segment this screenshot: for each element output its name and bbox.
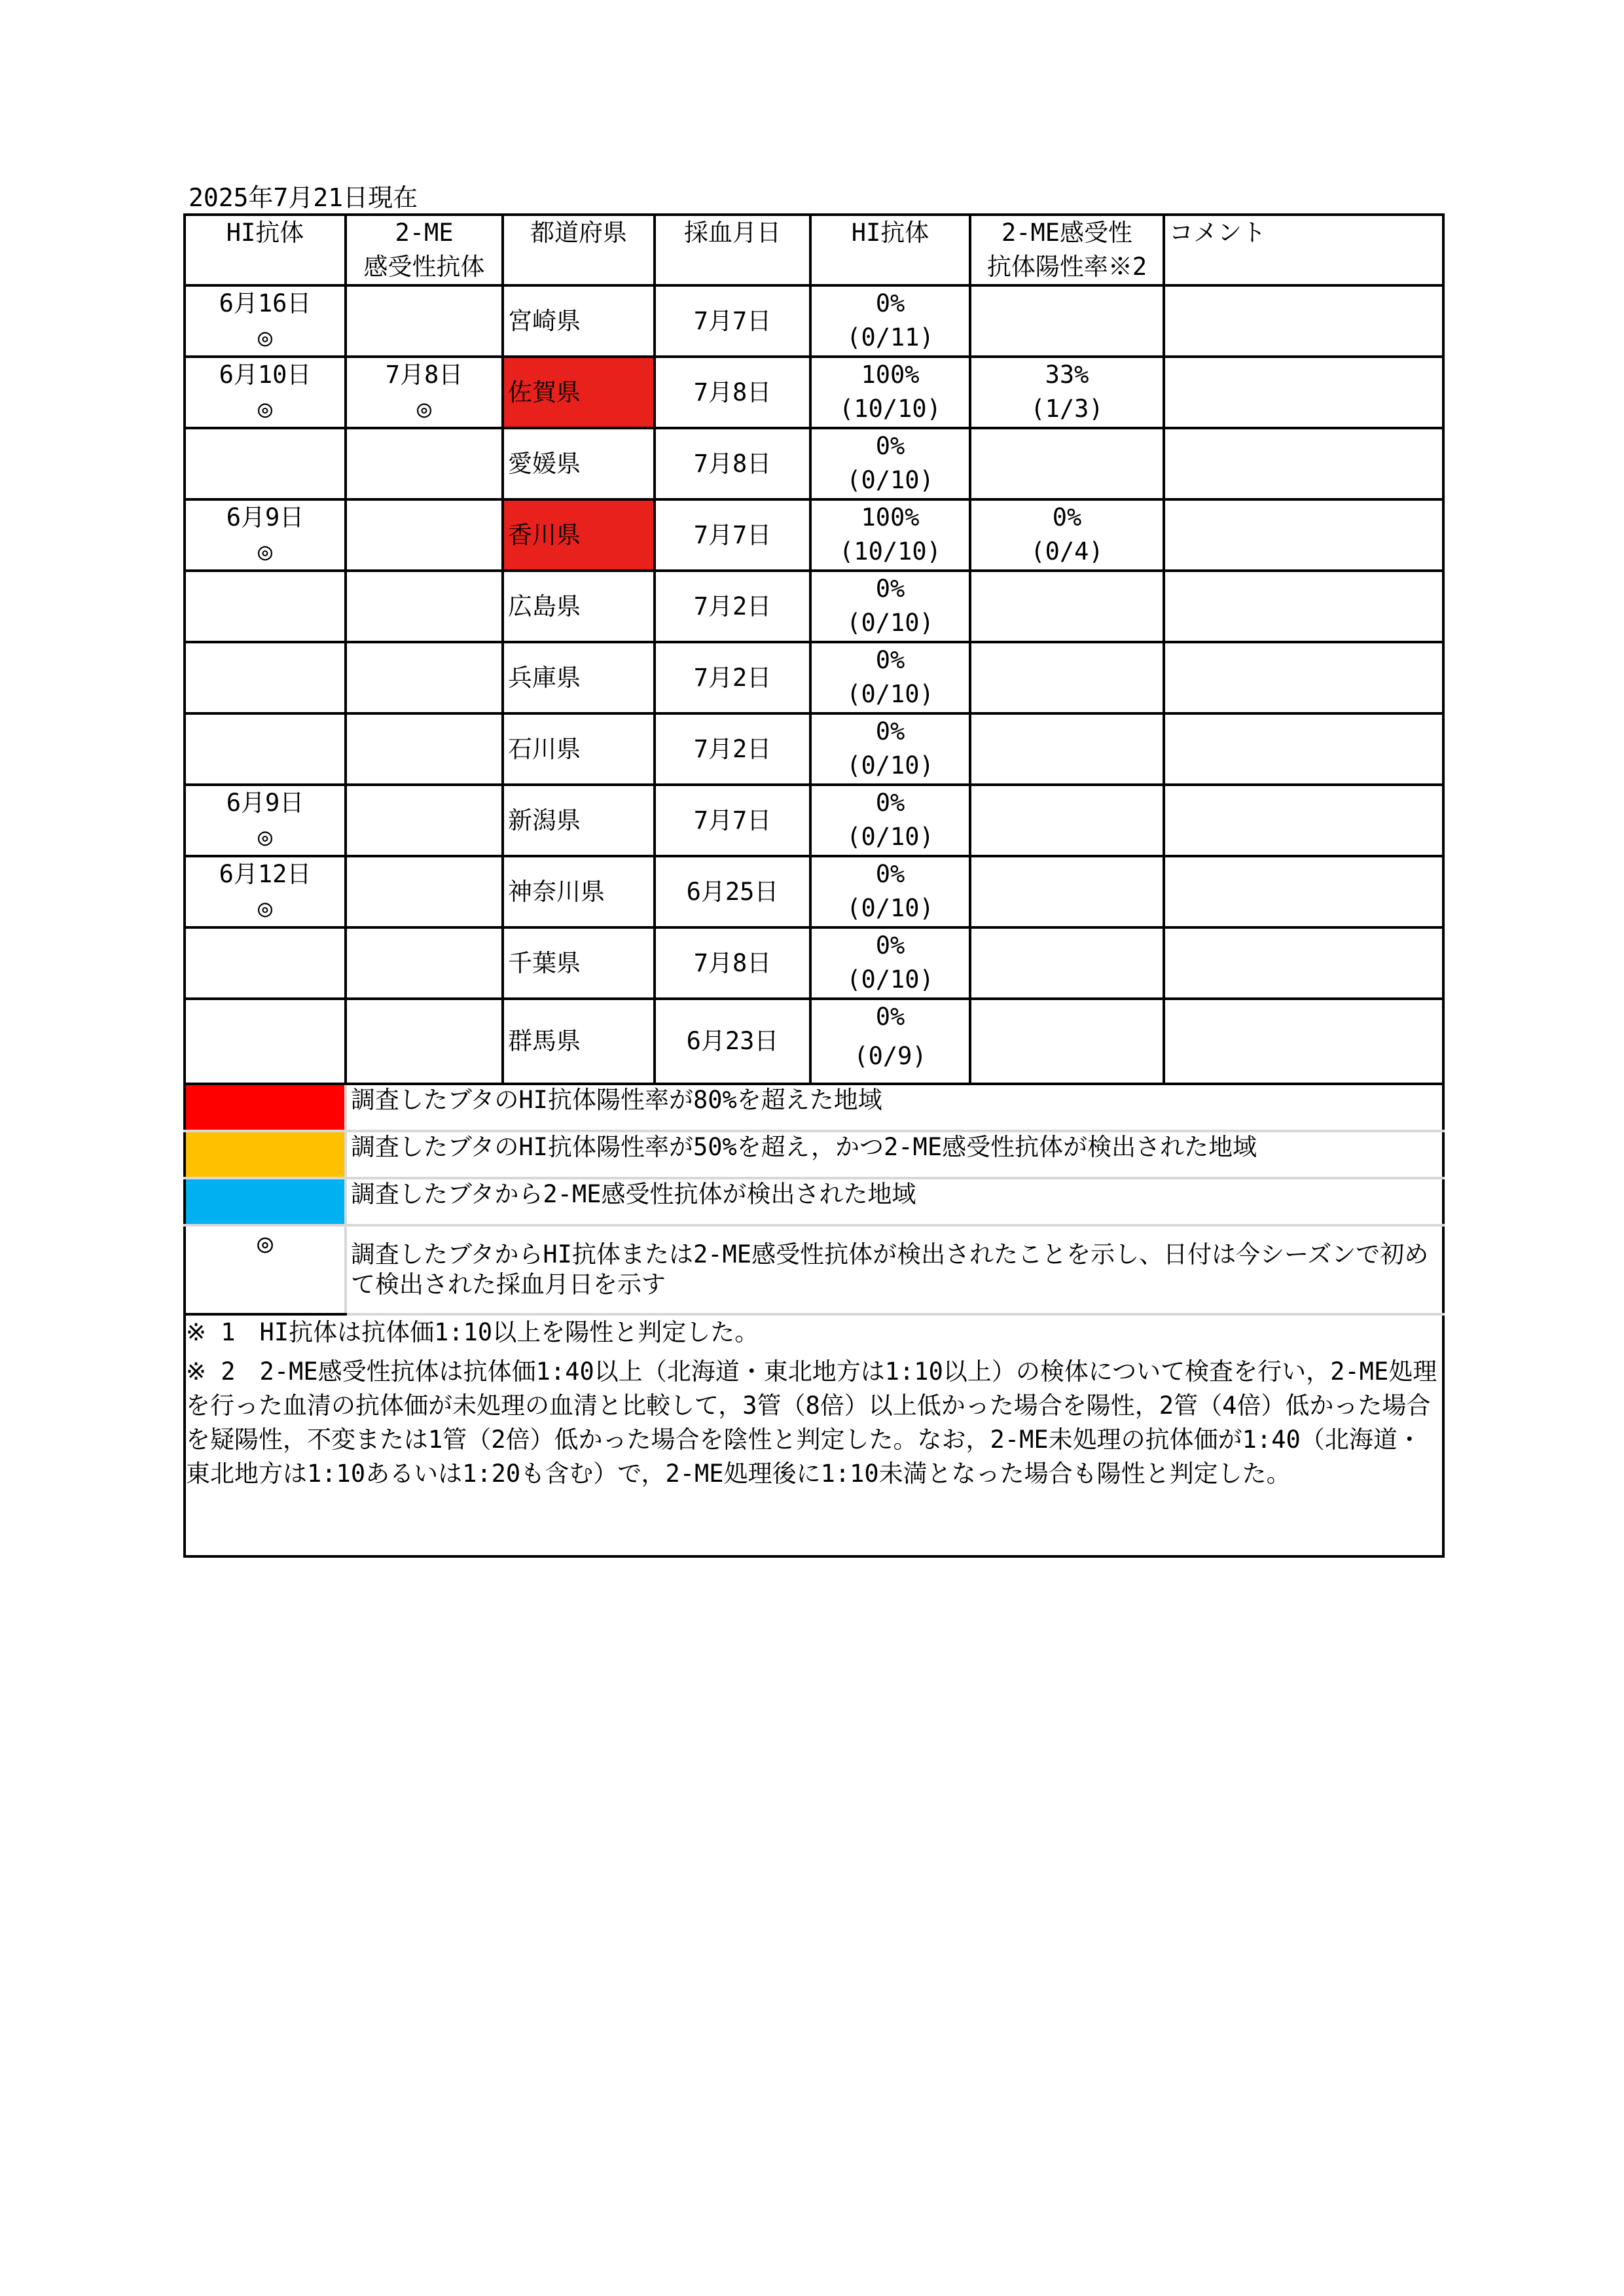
- hi-date-cell: [185, 713, 346, 785]
- me-rate-cell: [970, 571, 1164, 642]
- table-row: [185, 571, 1443, 642]
- legend-text-orange: 調査したブタのHI抗体陽性率が50%を超え，かつ2-ME感受性抗体が検出された地域: [346, 1131, 1443, 1178]
- table-row: [185, 856, 1443, 927]
- me-rate-cell: [970, 927, 1164, 999]
- sample-date-cell: 7月7日: [655, 785, 810, 856]
- header-row: [185, 215, 1443, 285]
- as-of-date: 2025年7月21日現在: [189, 183, 418, 212]
- note-1: ※ 1 HI抗体は抗体価1:10以上を陽性と判定した。: [186, 1318, 759, 1346]
- table-row: [185, 642, 1443, 713]
- hi-rate-cell: 0% (0/11): [810, 285, 970, 357]
- hi-rate-cell: 0% (0/10): [810, 713, 970, 785]
- note-2: ※ 2 2-ME感受性抗体は抗体価1:40以上（北海道・東北地方は1:10以上）の検体について検査を行い，2-ME処理を行った血清の抗体価が未処理の血清と比較して，3管（8倍）以上低かった場合を陽性，2管（4倍）低かった場合を疑陽性，不変または1管（2倍）低かった場合を陰性と判定した。なお，2-ME未処理の抗体価が1:40（北海道・東北地方は1:10あるいは1:20も含む）で，2-ME処理後に1:10未満となった場合も陽性と判定した。: [186, 1357, 1437, 1488]
- header-prefecture: 都道府県: [503, 215, 655, 285]
- prefecture-cell: 新潟県: [503, 785, 655, 856]
- header-hi-date: HI抗体: [185, 215, 346, 285]
- legend-text-blue: 調査したブタから2-ME感受性抗体が検出された地域: [346, 1178, 1443, 1225]
- hi-date-cell: [185, 927, 346, 999]
- legend-text-red: 調査したブタのHI抗体陽性率が80%を超えた地域: [346, 1084, 1443, 1131]
- comment-cell: [1164, 428, 1443, 499]
- hi-date-cell: 6月9日 ◎: [185, 785, 346, 856]
- legend-row-orange: [185, 1131, 1443, 1178]
- sample-date-cell: 7月7日: [655, 499, 810, 571]
- table-row: [185, 499, 1443, 571]
- header-sample-date: 採血月日: [655, 215, 810, 285]
- hi-rate-cell: 0% (0/9): [810, 999, 970, 1084]
- prefecture-cell: 広島県: [503, 571, 655, 642]
- hi-rate-cell: 0% (0/10): [810, 642, 970, 713]
- me-date-cell: [346, 785, 503, 856]
- me-date-cell: 7月8日 ◎: [346, 357, 503, 428]
- me-rate-cell: [970, 285, 1164, 357]
- me-date-cell: [346, 856, 503, 927]
- comment-cell: [1164, 357, 1443, 428]
- comment-cell: [1164, 285, 1443, 357]
- prefecture-cell-highlighted: 佐賀県: [503, 357, 655, 428]
- hi-rate-cell: 0% (0/10): [810, 856, 970, 927]
- hi-rate-cell: 100% (10/10): [810, 499, 970, 571]
- me-date-cell: [346, 428, 503, 499]
- table-row: [185, 428, 1443, 499]
- legend-row-mark: [185, 1225, 1443, 1314]
- sample-date-cell: 6月23日: [655, 999, 810, 1084]
- prefecture-cell: 群馬県: [503, 999, 655, 1084]
- me-rate-cell: [970, 713, 1164, 785]
- me-rate-cell: 33% (1/3): [970, 357, 1164, 428]
- me-date-cell: [346, 713, 503, 785]
- comment-cell: [1164, 571, 1443, 642]
- legend-swatch-red: [185, 1084, 346, 1131]
- me-date-cell: [346, 642, 503, 713]
- hi-date-cell: 6月16日 ◎: [185, 285, 346, 357]
- sample-date-cell: 7月2日: [655, 713, 810, 785]
- hi-date-cell: [185, 428, 346, 499]
- me-rate-cell: [970, 642, 1164, 713]
- hi-rate-cell: 0% (0/10): [810, 927, 970, 999]
- hi-rate-cell: 0% (0/10): [810, 571, 970, 642]
- table-row: [185, 999, 1443, 1084]
- legend-mark-symbol: ◎: [185, 1225, 346, 1314]
- hi-date-cell: [185, 999, 346, 1084]
- legend-swatch-orange: [185, 1131, 346, 1178]
- prefecture-cell: 神奈川県: [503, 856, 655, 927]
- hi-date-cell: 6月12日 ◎: [185, 856, 346, 927]
- me-date-cell: [346, 499, 503, 571]
- sample-date-cell: 6月25日: [655, 856, 810, 927]
- hi-rate-cell: 0% (0/10): [810, 428, 970, 499]
- sample-date-cell: 7月2日: [655, 642, 810, 713]
- legend-text-mark: 調査したブタからHI抗体または2-ME感受性抗体が検出されたことを示し、日付は今シーズンで初めて検出された採血月日を示す: [346, 1225, 1443, 1314]
- me-date-cell: [346, 999, 503, 1084]
- me-rate-cell: [970, 999, 1164, 1084]
- prefecture-cell: 石川県: [503, 713, 655, 785]
- table-row: [185, 927, 1443, 999]
- table-row: [185, 713, 1443, 785]
- me-rate-cell: [970, 856, 1164, 927]
- sample-date-cell: 7月2日: [655, 571, 810, 642]
- legend-swatch-blue: [185, 1178, 346, 1225]
- me-date-cell: [346, 571, 503, 642]
- me-date-cell: [346, 927, 503, 999]
- header-comment: コメント: [1164, 215, 1443, 285]
- comment-cell: [1164, 927, 1443, 999]
- survey-table: [183, 213, 1445, 1558]
- prefecture-cell: 兵庫県: [503, 642, 655, 713]
- table-row: [185, 285, 1443, 357]
- me-date-cell: [346, 285, 503, 357]
- hi-date-cell: 6月10日 ◎: [185, 357, 346, 428]
- hi-date-cell: 6月9日 ◎: [185, 499, 346, 571]
- hi-rate-cell: 100% (10/10): [810, 357, 970, 428]
- comment-cell: [1164, 856, 1443, 927]
- table-row: [185, 785, 1443, 856]
- hi-rate-cell: 0% (0/10): [810, 785, 970, 856]
- header-hi-rate: HI抗体: [810, 215, 970, 285]
- sample-date-cell: 7月8日: [655, 357, 810, 428]
- prefecture-cell: 宮崎県: [503, 285, 655, 357]
- prefecture-cell: 愛媛県: [503, 428, 655, 499]
- sample-date-cell: 7月8日: [655, 927, 810, 999]
- prefecture-cell: 千葉県: [503, 927, 655, 999]
- comment-cell: [1164, 785, 1443, 856]
- notes-cell: [185, 1314, 1443, 1556]
- notes-row: [185, 1314, 1443, 1556]
- comment-cell: [1164, 713, 1443, 785]
- hi-date-cell: [185, 642, 346, 713]
- prefecture-cell-highlighted: 香川県: [503, 499, 655, 571]
- me-rate-cell: [970, 785, 1164, 856]
- header-me-date: 2-ME 感受性抗体: [346, 215, 503, 285]
- comment-cell: [1164, 499, 1443, 571]
- me-rate-cell: 0% (0/4): [970, 499, 1164, 571]
- me-rate-cell: [970, 428, 1164, 499]
- comment-cell: [1164, 999, 1443, 1084]
- header-me-rate: 2-ME感受性 抗体陽性率※2: [970, 215, 1164, 285]
- sample-date-cell: 7月8日: [655, 428, 810, 499]
- sample-date-cell: 7月7日: [655, 285, 810, 357]
- comment-cell: [1164, 642, 1443, 713]
- legend-row-red: [185, 1084, 1443, 1131]
- legend-row-blue: [185, 1178, 1443, 1225]
- hi-date-cell: [185, 571, 346, 642]
- table-row: [185, 357, 1443, 428]
